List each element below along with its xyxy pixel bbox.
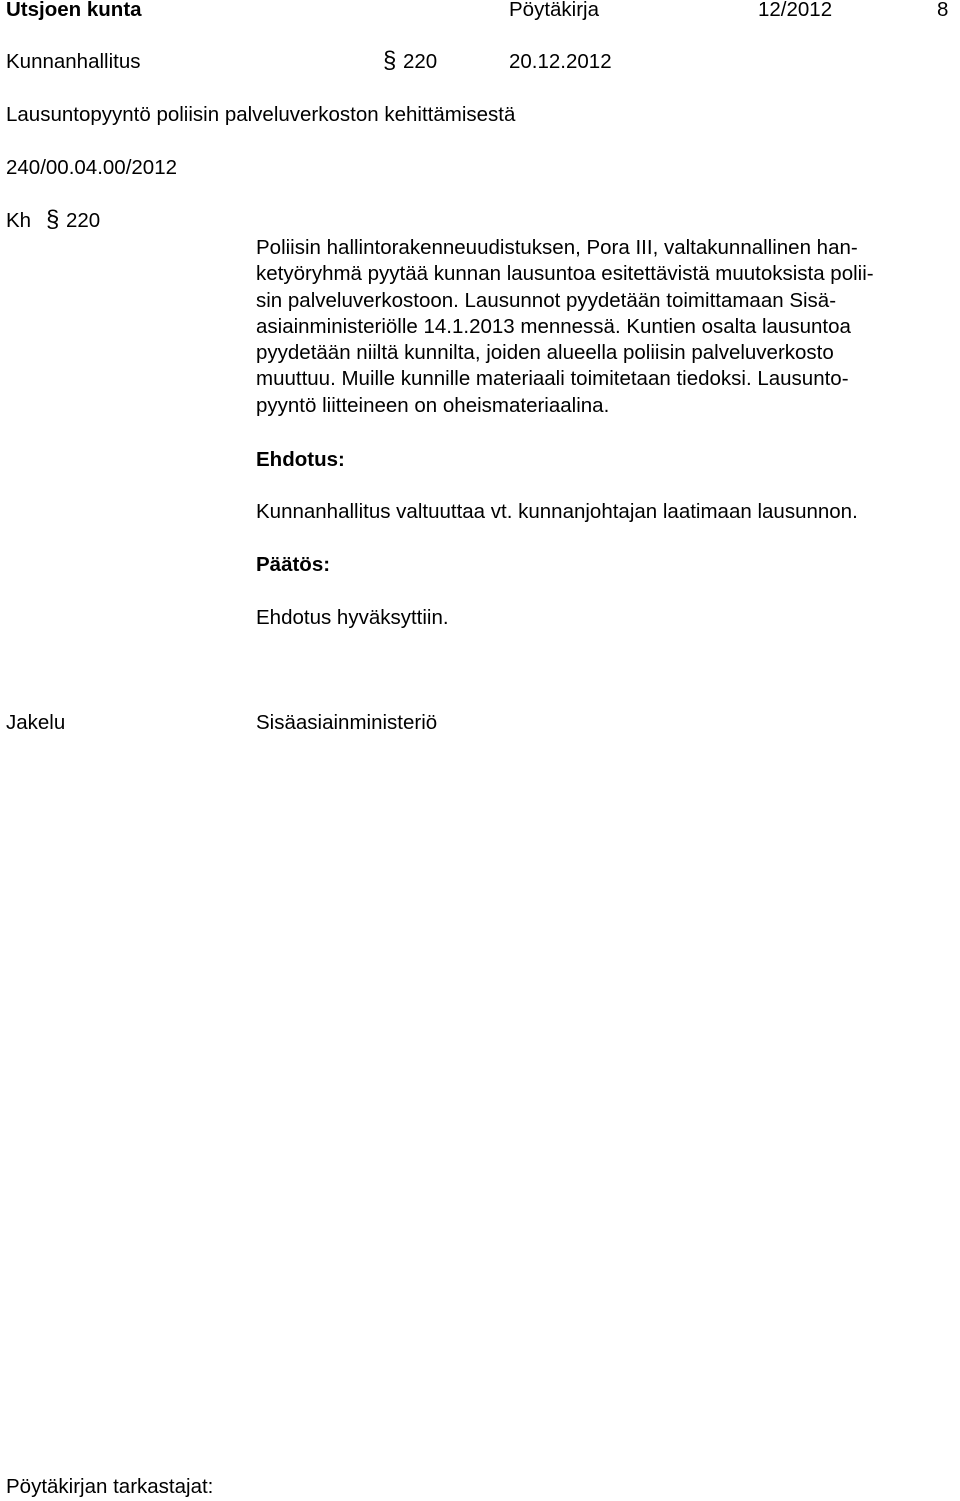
body-line: muuttuu. Muille kunnille materiaali toimitetaan tiedoksi. Lausunto- (256, 367, 849, 391)
reviewers-label: Pöytäkirjan tarkastajat: (6, 1475, 214, 1498)
body-line: ketyöryhmä pyytää kunnan lausuntoa esitettävistä muutoksista polii- (256, 262, 874, 286)
meeting-date: 20.12.2012 (509, 50, 612, 73)
kh-label: Kh (6, 209, 32, 232)
record-number: 240/00.04.00/2012 (6, 156, 177, 179)
kh-section-sign: § (46, 206, 60, 233)
body-line: asiainministeriölle 14.1.2013 mennessä. Kuntien osalta lausuntoa (256, 314, 851, 338)
item-title: Lausuntopyyntö poliisin palveluverkoston kehittämisestä (6, 103, 516, 126)
body-line: Poliisin hallintorakenneuudistuksen, Pora III, valtakunnallinen han- (256, 236, 858, 259)
distribution-recipient: Sisäasiainministeriö (256, 711, 438, 734)
section-sign: § (383, 47, 397, 74)
proposal-heading: Ehdotus: (256, 448, 345, 471)
decision-heading: Päätös: (256, 553, 331, 576)
body-line: pyyntö liitteineen on oheismateriaalina. (256, 393, 610, 417)
distribution-label: Jakelu (6, 711, 66, 734)
proposal-text: Kunnanhallitus valtuuttaa vt. kunnanjohtajan laatimaan lausunnon. (256, 500, 858, 523)
municipality-name: Utsjoen kunta (6, 0, 142, 21)
decision-text: Ehdotus hyväksyttiin. (256, 606, 449, 629)
section-number: 220 (403, 50, 438, 73)
item-body-paragraph (256, 235, 956, 419)
kh-section-number: 220 (66, 209, 101, 232)
body-line: sin palveluverkostoon. Lausunnot pyydetään toimittamaan Sisä- (256, 288, 837, 312)
document-number: 12/2012 (758, 0, 833, 21)
body-line: pyydetään niiltä kunnilta, joiden alueella poliisin palveluverkosto (256, 341, 834, 365)
document-type: Pöytäkirja (509, 0, 600, 21)
meeting-body: Kunnanhallitus (6, 50, 141, 73)
page-number: 8 (937, 0, 949, 21)
